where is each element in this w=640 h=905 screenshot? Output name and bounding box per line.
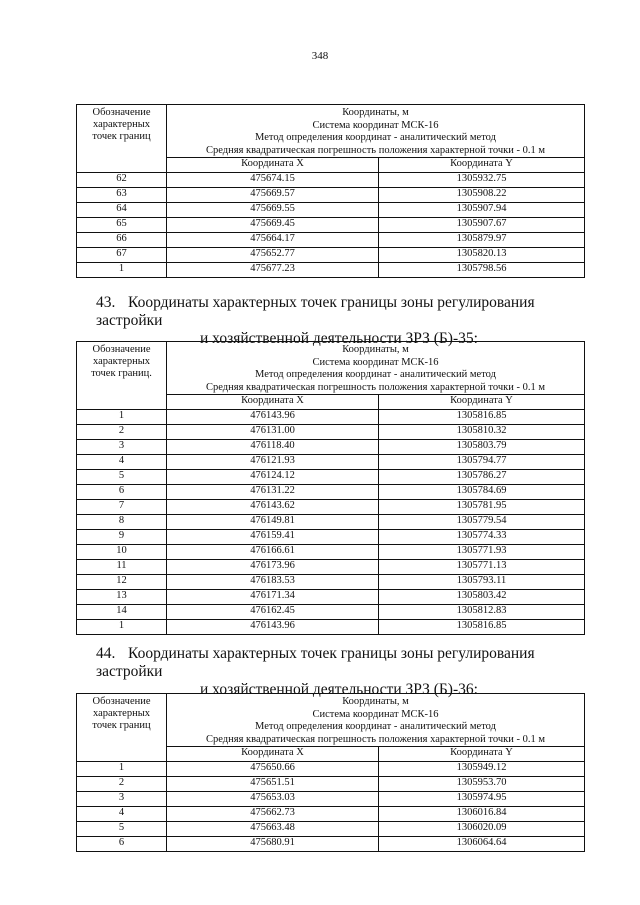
column-y-header: Координата Y — [379, 158, 585, 173]
table-row — [77, 590, 585, 605]
coordinate-x-cell: 476143.96 — [167, 410, 379, 425]
coordinate-x-cell: 475669.45 — [167, 218, 379, 233]
coordinate-y-cell: 1305820.13 — [379, 248, 585, 263]
coordinate-y-cell: 1305793.11 — [379, 575, 585, 590]
coordinate-y-cell: 1305803.42 — [379, 590, 585, 605]
column-x-header: Координата X — [167, 158, 379, 173]
point-number-cell: 64 — [77, 203, 167, 218]
point-number-cell: 4 — [77, 455, 167, 470]
coordinates-header: Координаты, м Система координат МСК-16 Метод определения координат - аналитический метод Средняя квадратическая погрешность положения характерной точки - 0.1 м — [167, 694, 585, 747]
table-row — [77, 605, 585, 620]
point-number-cell: 9 — [77, 530, 167, 545]
coordinate-x-cell: 476131.22 — [167, 485, 379, 500]
coordinate-x-cell: 476183.53 — [167, 575, 379, 590]
coordinate-x-cell: 476143.62 — [167, 500, 379, 515]
coordinate-x-cell: 476171.34 — [167, 590, 379, 605]
coordinate-y-cell: 1305812.83 — [379, 605, 585, 620]
coordinate-x-cell: 475680.91 — [167, 837, 379, 852]
point-number-cell: 11 — [77, 560, 167, 575]
coordinate-x-cell: 475650.66 — [167, 762, 379, 777]
point-number-cell: 5 — [77, 822, 167, 837]
coordinates-table-zrz-b-36 — [76, 693, 585, 852]
point-number-cell: 6 — [77, 837, 167, 852]
table-row — [77, 575, 585, 590]
point-number-cell: 3 — [77, 792, 167, 807]
point-number-cell: 65 — [77, 218, 167, 233]
point-number-cell: 8 — [77, 515, 167, 530]
table-row — [77, 620, 585, 635]
table-row — [77, 455, 585, 470]
point-number-cell: 3 — [77, 440, 167, 455]
table-row — [77, 792, 585, 807]
coordinate-y-cell: 1305798.56 — [379, 263, 585, 278]
table-row — [77, 218, 585, 233]
point-number-cell: 1 — [77, 410, 167, 425]
point-number-cell: 1 — [77, 762, 167, 777]
coordinate-y-cell: 1305879.97 — [379, 233, 585, 248]
coordinate-y-cell: 1305803.79 — [379, 440, 585, 455]
coordinate-y-cell: 1305907.94 — [379, 203, 585, 218]
coordinate-x-cell: 475652.77 — [167, 248, 379, 263]
table-row — [77, 263, 585, 278]
legend-header: Обозначение характерных точек границ — [77, 105, 167, 173]
coordinate-y-cell: 1305816.85 — [379, 620, 585, 635]
coordinates-table-continued — [76, 104, 585, 278]
table-row — [77, 777, 585, 792]
table-row — [77, 173, 585, 188]
coordinate-y-cell: 1305779.54 — [379, 515, 585, 530]
coordinate-y-cell: 1305771.93 — [379, 545, 585, 560]
table-row — [77, 203, 585, 218]
table-row — [77, 248, 585, 263]
coordinate-x-cell: 476166.61 — [167, 545, 379, 560]
coordinate-x-cell: 476131.00 — [167, 425, 379, 440]
column-x-header: Координата X — [167, 395, 379, 410]
point-number-cell: 2 — [77, 425, 167, 440]
table-row — [77, 470, 585, 485]
coordinate-y-cell: 1305794.77 — [379, 455, 585, 470]
table-row — [77, 837, 585, 852]
coordinate-x-cell: 475664.17 — [167, 233, 379, 248]
coordinate-y-cell: 1305816.85 — [379, 410, 585, 425]
coordinate-y-cell: 1305786.27 — [379, 470, 585, 485]
coordinate-x-cell: 475677.23 — [167, 263, 379, 278]
table-row — [77, 188, 585, 203]
coordinate-x-cell: 475651.51 — [167, 777, 379, 792]
coordinate-y-cell: 1306064.64 — [379, 837, 585, 852]
coordinate-x-cell: 475662.73 — [167, 807, 379, 822]
column-x-header: Координата X — [167, 747, 379, 762]
coordinate-y-cell: 1305908.22 — [379, 188, 585, 203]
table-row — [77, 762, 585, 777]
point-number-cell: 1 — [77, 620, 167, 635]
coordinate-x-cell: 475653.03 — [167, 792, 379, 807]
page-number: 348 — [311, 50, 329, 62]
coordinate-x-cell: 476143.96 — [167, 620, 379, 635]
table-row — [77, 440, 585, 455]
point-number-cell: 67 — [77, 248, 167, 263]
point-number-cell: 5 — [77, 470, 167, 485]
point-number-cell: 12 — [77, 575, 167, 590]
column-y-header: Координата Y — [379, 747, 585, 762]
point-number-cell: 10 — [77, 545, 167, 560]
coordinate-y-cell: 1305781.95 — [379, 500, 585, 515]
table-row — [77, 822, 585, 837]
point-number-cell: 63 — [77, 188, 167, 203]
coordinate-y-cell: 1305810.32 — [379, 425, 585, 440]
coordinate-y-cell: 1306020.09 — [379, 822, 585, 837]
coordinate-x-cell: 476121.93 — [167, 455, 379, 470]
point-number-cell: 62 — [77, 173, 167, 188]
legend-header: Обозначение характерных точек границ — [77, 694, 167, 762]
table-row — [77, 233, 585, 248]
point-number-cell: 13 — [77, 590, 167, 605]
coordinate-x-cell: 476124.12 — [167, 470, 379, 485]
point-number-cell: 2 — [77, 777, 167, 792]
coordinate-y-cell: 1305932.75 — [379, 173, 585, 188]
point-number-cell: 4 — [77, 807, 167, 822]
coordinate-x-cell: 476162.45 — [167, 605, 379, 620]
coordinates-header: Координаты, м Система координат МСК-16 Метод определения координат - аналитический метод Средняя квадратическая погрешность положения характерной точки - 0.1 м — [167, 342, 585, 395]
coordinate-y-cell: 1305784.69 — [379, 485, 585, 500]
table-row — [77, 485, 585, 500]
point-number-cell: 66 — [77, 233, 167, 248]
point-number-cell: 7 — [77, 500, 167, 515]
coordinate-y-cell: 1305907.67 — [379, 218, 585, 233]
table-row — [77, 410, 585, 425]
legend-header: Обозначение характерных точек границ. — [77, 342, 167, 410]
coordinate-y-cell: 1305771.13 — [379, 560, 585, 575]
coordinate-x-cell: 475663.48 — [167, 822, 379, 837]
table-row — [77, 515, 585, 530]
table-row — [77, 425, 585, 440]
table-row — [77, 500, 585, 515]
coordinate-x-cell: 475669.57 — [167, 188, 379, 203]
coordinate-x-cell: 476173.96 — [167, 560, 379, 575]
table-row — [77, 545, 585, 560]
coordinates-header: Координаты, м Система координат МСК-16 Метод определения координат - аналитический метод Средняя квадратическая погрешность положения характерной точки - 0.1 м — [167, 105, 585, 158]
coordinate-x-cell: 476149.81 — [167, 515, 379, 530]
point-number-cell: 1 — [77, 263, 167, 278]
table-row — [77, 530, 585, 545]
table-row — [77, 560, 585, 575]
coordinate-y-cell: 1306016.84 — [379, 807, 585, 822]
table-row — [77, 807, 585, 822]
section-44-heading: 44. Координаты характерных точек границы зоны регулирования застройки и хозяйственной деятельности ЗРЗ (Б)-36: — [96, 645, 535, 698]
coordinate-x-cell: 476118.40 — [167, 440, 379, 455]
coordinate-x-cell: 476159.41 — [167, 530, 379, 545]
section-43-heading: 43. Координаты характерных точек границы зоны регулирования застройки и хозяйственной деятельности ЗРЗ (Б)-35: — [96, 294, 535, 347]
coordinate-x-cell: 475674.15 — [167, 173, 379, 188]
coordinate-y-cell: 1305774.33 — [379, 530, 585, 545]
coordinate-y-cell: 1305949.12 — [379, 762, 585, 777]
point-number-cell: 6 — [77, 485, 167, 500]
coordinate-y-cell: 1305953.70 — [379, 777, 585, 792]
coordinate-x-cell: 475669.55 — [167, 203, 379, 218]
coordinate-y-cell: 1305974.95 — [379, 792, 585, 807]
point-number-cell: 14 — [77, 605, 167, 620]
coordinates-table-zrz-b-35 — [76, 341, 585, 635]
column-y-header: Координата Y — [379, 395, 585, 410]
